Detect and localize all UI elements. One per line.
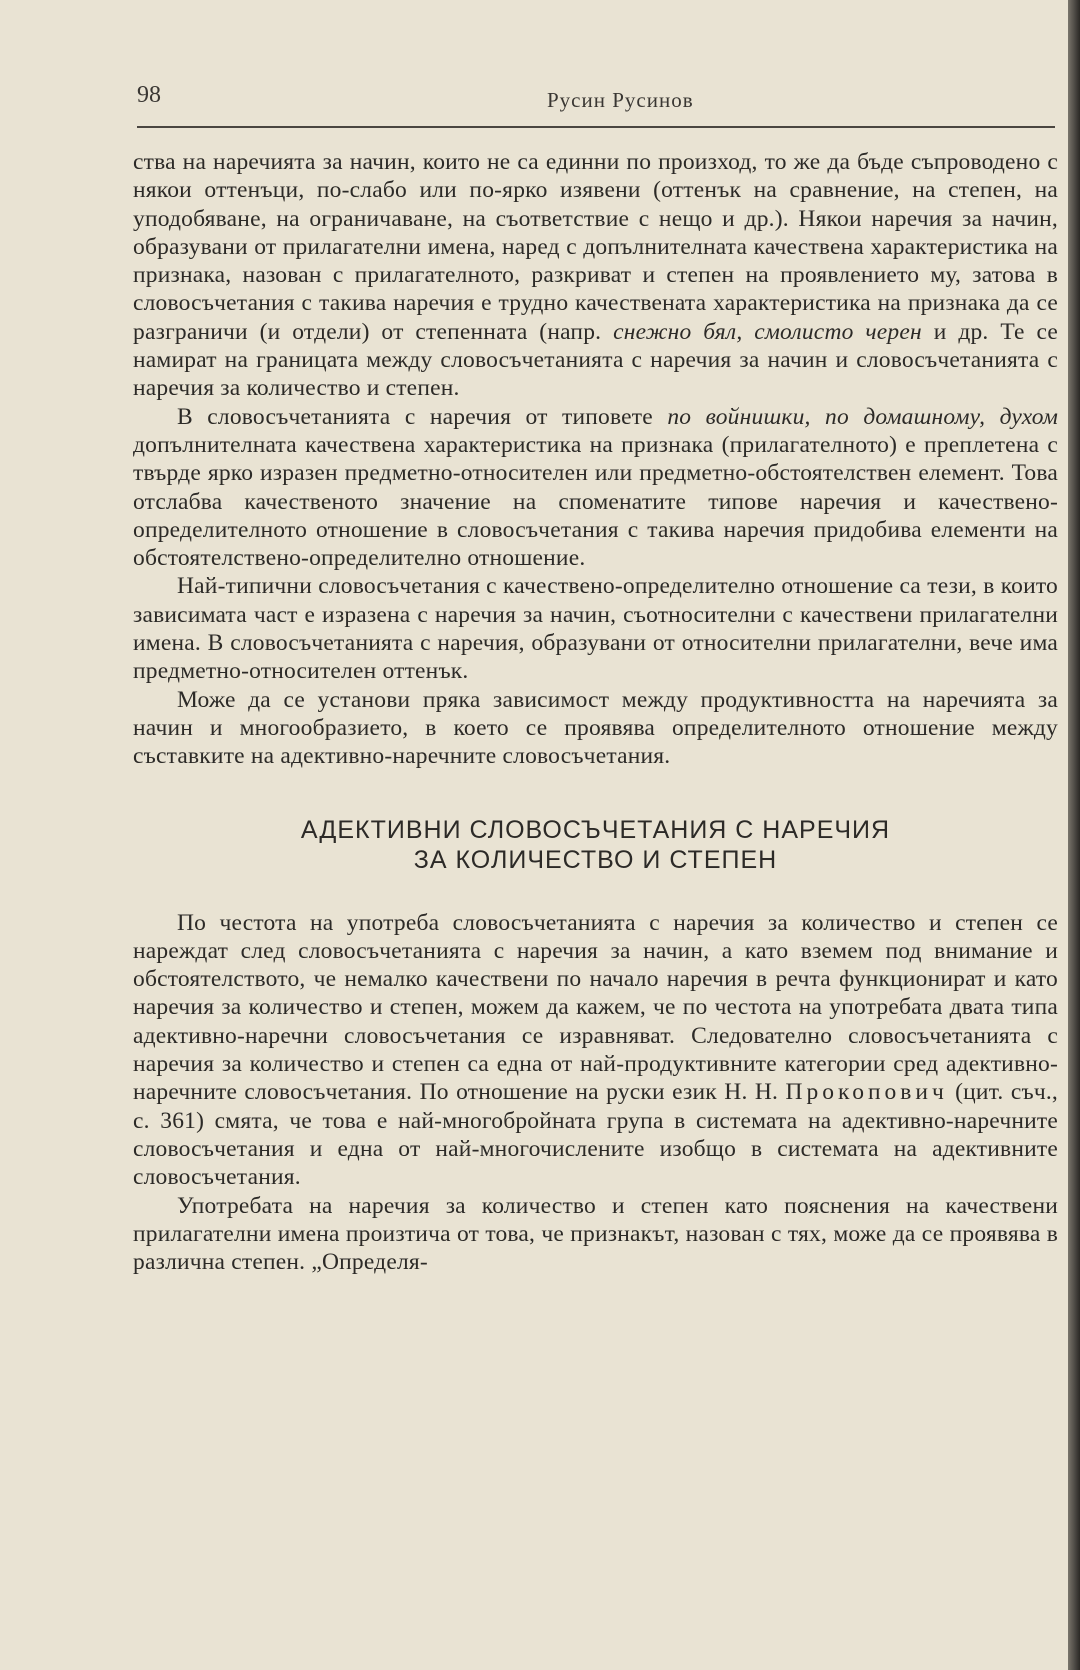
paragraph-1-tail: и др. Те се намират на границата между словосъчетанията с наречия за начин и словосъчетанията с наречия за количество и степен.: [133, 318, 1059, 402]
paragraph-4: Може да се установи пряка зависимост между продуктивността на наречията за начин и многообразието, в което се проявява определителното отношение между съставките на адективно-наречните словосъчетания.: [133, 686, 1058, 770]
running-head: Русин Русинов: [547, 88, 694, 112]
section-paragraph-1-tail: (цит. съч., с. 361) смята, че това е най-многобройната група в системата на адективно-наречните словосъчетания и една от най-многочислените изобщо в системата на адективните словосъчетания.: [133, 1079, 1058, 1191]
section-paragraph-1: [133, 909, 1058, 1192]
paragraph-2-head: В словосъчетанията с наречия от типовете: [177, 403, 653, 430]
paragraph-2: [133, 403, 1058, 573]
author-name: Прокопович: [785, 1079, 948, 1106]
paragraph-2-tail: допълнителната качествена характеристика на признака (прилагателното) е преплетена с твърде ярко изразен предметно-относителен или предметно-обстоятелствен елемент. Това отслабва качественото значение на споменатите типове наречия и качествено-определителното отношение в словосъчетания с такива наречия придобива елементи на обстоятелствено-определително отношение.: [133, 431, 1058, 572]
section-paragraph-2: Употребата на наречия за количество и степен като пояснения на качествени прилагателни имена произтича от това, че признакът, назован с тях, може да се проявява в различна степен. „Определя-: [133, 1192, 1058, 1276]
page-header: [137, 82, 1055, 122]
paragraph-1-text: ства на наречията за начин, които не са единни по произход, то же да бъде съпроводено с някои оттенъци, по-слабо или по-ярко изявени (оттенък на сравнение, на степен, на уподобяване, на ограничаване, на съответствие с нещо и др.). Някои наречия за начин, образувани от прилагателни имена, наред с допълнителната качествена характеристика на признака, назован с прилагателното, разкриват и степен на проявлението му, затова в словосъчетания с такива наречия е трудно качествената характеристика на признака да се разграничи (и отдели) от степенната (напр.: [133, 149, 1058, 345]
page-number: 98: [137, 82, 161, 108]
section-heading-line-1: АДЕКТИВНИ СЛОВОСЪЧЕТАНИЯ С НАРЕЧИЯ: [300, 815, 891, 844]
paragraph-2-example: по войнишки, по домашному, духом: [667, 403, 1059, 430]
section-heading-line-2: ЗА КОЛИЧЕСТВО И СТЕПЕН: [413, 845, 778, 874]
paragraph-3: Най-типични словосъчетания с качествено-определително отношение са тези, в които зависимата част е изразена с наречия за начин, съотносителни с качествени прилагателни имена. В словосъчетанията с наречия, образувани от относителни прилагателни, вече има предметно-относителен оттенък.: [133, 573, 1058, 685]
paragraph-1: [133, 148, 1058, 403]
paragraph-1-example: снежно бял, смолисто черен: [613, 318, 922, 345]
section-paragraph-1-head: По честота на употреба словосъчетанията с наречия за количество и степен се нареждат след словосъчетанията с наречия за начин, а като вземем под внимание и обстоятелството, че немалко качествени по начало наречия в речта функционират и като наречия за количество и степен, можем да кажем, че по честота на употребата двата типа адективно-наречни словосъчетания се изравняват. Следователно словосъчетанията с наречия за количество и степен са една от най-продуктивните категории сред адективно-наречните словосъчетания. По отношение на руски език Н. Н.: [133, 909, 1058, 1106]
section-heading: [133, 815, 1058, 875]
body-text: [133, 148, 1058, 1276]
header-rule: [137, 126, 1055, 128]
page-edge-shadow: [1068, 0, 1080, 1670]
